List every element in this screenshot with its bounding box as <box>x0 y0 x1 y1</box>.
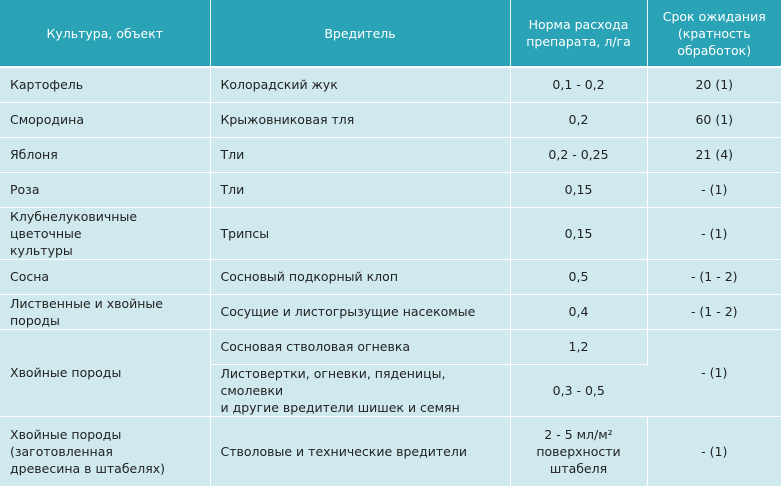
table-row <box>0 102 781 137</box>
cell-wait: - (1) <box>647 416 781 486</box>
cell-rate: 0,2 <box>510 102 647 137</box>
table-row <box>0 329 781 364</box>
header-culture: Культура, объект <box>0 0 210 67</box>
cell-rate: 0,15 <box>510 172 647 207</box>
cell-rate: 0,3 - 0,5 <box>510 364 647 416</box>
cell-wait: - (1) <box>647 172 781 207</box>
cell-culture: Клубнелуковичные цветочные культуры <box>0 207 210 259</box>
cell-culture: Роза <box>0 172 210 207</box>
table-row <box>0 259 781 294</box>
cell-rate: 0,1 - 0,2 <box>510 67 647 102</box>
cell-pest: Тли <box>210 137 510 172</box>
cell-rate: 0,5 <box>510 259 647 294</box>
cell-wait: 60 (1) <box>647 102 781 137</box>
table-row <box>0 294 781 329</box>
cell-pest: Колорадский жук <box>210 67 510 102</box>
cell-pest: Стволовые и технические вредители <box>210 416 510 486</box>
cell-culture: Сосна <box>0 259 210 294</box>
cell-pest: Сосущие и листогрызущие насекомые <box>210 294 510 329</box>
cell-wait: - (1) <box>647 329 781 416</box>
cell-culture: Хвойные породы <box>0 329 210 416</box>
table-row <box>0 172 781 207</box>
cell-pest: Сосновый подкорный клоп <box>210 259 510 294</box>
cell-culture: Лиственные и хвойные породы <box>0 294 210 329</box>
header-wait: Срок ожидания (кратность обработок) <box>647 0 781 67</box>
header-rate: Норма расхода препарата, л/га <box>510 0 647 67</box>
cell-wait: 20 (1) <box>647 67 781 102</box>
cell-culture: Картофель <box>0 67 210 102</box>
cell-rate: 0,4 <box>510 294 647 329</box>
table-row <box>0 67 781 102</box>
header-pest: Вредитель <box>210 0 510 67</box>
cell-wait: - (1 - 2) <box>647 294 781 329</box>
cell-rate: 1,2 <box>510 329 647 364</box>
cell-pest: Тли <box>210 172 510 207</box>
cell-pest: Крыжовниковая тля <box>210 102 510 137</box>
cell-rate: 2 - 5 мл/м² поверхности штабеля <box>510 416 647 486</box>
cell-wait: - (1 - 2) <box>647 259 781 294</box>
cell-culture: Смородина <box>0 102 210 137</box>
cell-rate: 0,2 - 0,25 <box>510 137 647 172</box>
cell-rate: 0,15 <box>510 207 647 259</box>
cell-pest: Трипсы <box>210 207 510 259</box>
table-row <box>0 137 781 172</box>
cell-culture: Яблоня <box>0 137 210 172</box>
header-row <box>0 0 781 67</box>
cell-wait: 21 (4) <box>647 137 781 172</box>
table-row <box>0 416 781 486</box>
cell-pest: Сосновая стволовая огневка <box>210 329 510 364</box>
cell-culture: Хвойные породы (заготовленная древесина в штабелях) <box>0 416 210 486</box>
cell-wait: - (1) <box>647 207 781 259</box>
table-row <box>0 207 781 259</box>
cell-pest: Листовертки, огневки, пяденицы, смолевки и другие вредители шишек и семян <box>210 364 510 416</box>
